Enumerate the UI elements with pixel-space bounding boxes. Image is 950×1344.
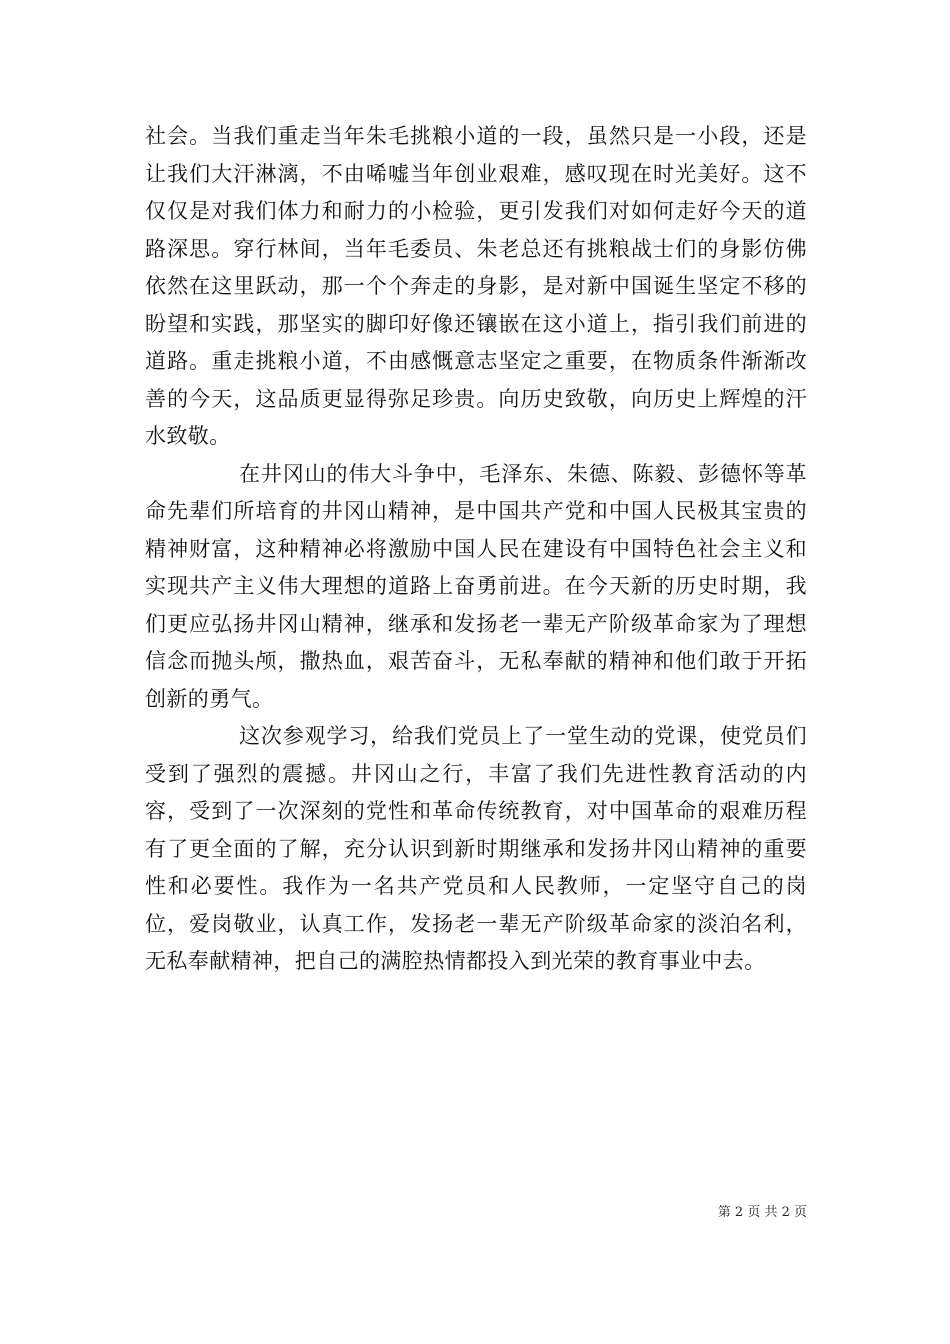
- paragraph-continuation: 社会。当我们重走当年朱毛挑粮小道的一段，虽然只是一小段，还是让我们大汗淋漓，不由唏嘘当年创业艰难，感叹现在时光美好。这不仅仅是对我们体力和耐力的小检验，更引发我们对如何走好今天的道路深思。穿行林间，当年毛委员、朱老总还有挑粮战士们的身影仿佛依然在这里跃动，那一个个奔走的身影，是对新中国诞生坚定不移的盼望和实践，那坚实的脚印好像还镶嵌在这小道上，指引我们前进的道路。重走挑粮小道，不由感慨意志坚定之重要，在物质条件渐渐改善的今天，这品质更显得弥足珍贵。向历史致敬，向历史上辉煌的汗水致敬。: [145, 124, 807, 448]
- document-body: [145, 118, 807, 981]
- paragraph-jinggangshan-spirit: 在井冈山的伟大斗争中，毛泽东、朱德、陈毅、彭德怀等革命先辈们所培育的井冈山精神，是中国共产党和中国人民极其宝贵的精神财富，这种精神必将激励中国人民在建设有中国特色社会主义和实现共产主义伟大理想的道路上奋勇前进。在今天新的历史时期，我们更应弘扬井冈山精神，继承和发扬老一辈无产阶级革命家为了理想信念而抛头颅，撒热血，艰苦奋斗，无私奉献的精神和他们敢于开拓创新的勇气。: [145, 461, 807, 711]
- page-number-footer: 第 2 页 共 2 页: [717, 1205, 807, 1220]
- paragraph-conclusion: 这次参观学习，给我们党员上了一堂生动的党课，使党员们受到了强烈的震撼。井冈山之行，丰富了我们先进性教育活动的内容，受到了一次深刻的党性和革命传统教育，对中国革命的艰难历程有了更全面的了解，充分认识到新时期继承和发扬井冈山精神的重要性和必要性。我作为一名共产党员和人民教师，一定坚守自己的岗位，爱岗敬业，认真工作，发扬老一辈无产阶级革命家的淡泊名利，无私奉献精神，把自己的满腔热情都投入到光荣的教育事业中去。: [145, 724, 807, 973]
